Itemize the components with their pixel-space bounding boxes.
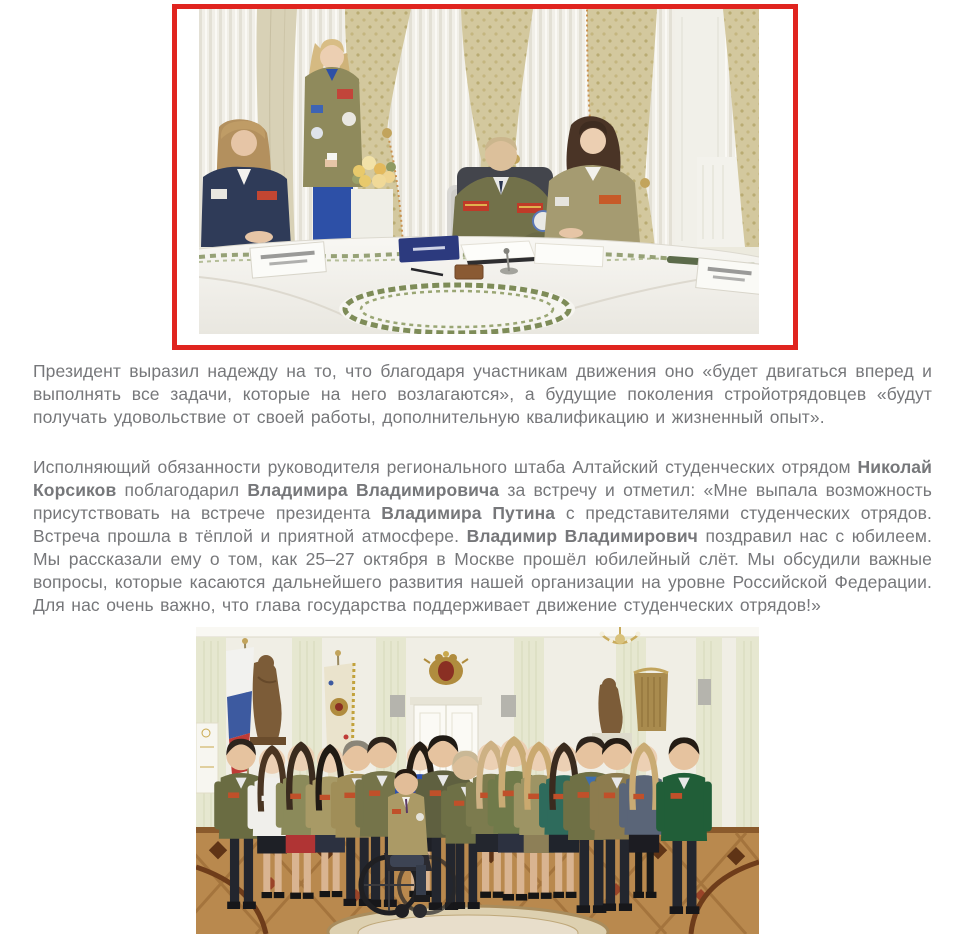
speaker-panel-center: [501, 695, 516, 717]
speaker-panel-left: [390, 695, 405, 717]
name-plate-right: [696, 258, 759, 295]
paragraph-president-quote: Президент выразил надежду на то, что благодаря участникам движения оно «будет двигаться вперед и выполнять все задачи, которые на него возлагаются», а будущие поколения стройотрядовцев «будут получать удовольствие от своей работы, дополнительную квалификацию и жизненный опыт».: [33, 361, 932, 427]
gilded-drape: [634, 669, 668, 731]
photo-putin-signing: [199, 9, 759, 334]
paper-sheet: [535, 243, 604, 267]
speaker-panel-right: [698, 679, 711, 705]
paragraph-korsikov-quote: Исполняющий обязанности руководителя регионального штаба Алтайский студенческих отрядом Николай Корсиков поблагодарил Владимира Владимировича за встречу и отметил: «Мне выпала возможность присутствовать на встрече президента Владимира Путина с представителями студенческих отрядов. Встреча прошла в тёплой и приятной атмосфере. Владимир Владимирович поздравил нас с юбилеем. Мы рассказали ему о том, как 25–27 октября в Москве прошёл юбилейный слёт. Мы обсудили важные вопросы, которые касаются дальнейшего развития нашей организации на уровне Российской Федерации. Для нас очень важно, что глава государства поддерживает движение студенческих отрядов!»: [33, 457, 932, 615]
name-plate-left: [250, 242, 326, 278]
wooden-box: [455, 265, 483, 279]
wall-ornament-left: [196, 723, 218, 793]
photo-group-kremlin: [196, 627, 759, 934]
annotation-red-box: [172, 4, 798, 350]
open-notebook: [461, 241, 536, 265]
blue-folder: [398, 235, 459, 262]
